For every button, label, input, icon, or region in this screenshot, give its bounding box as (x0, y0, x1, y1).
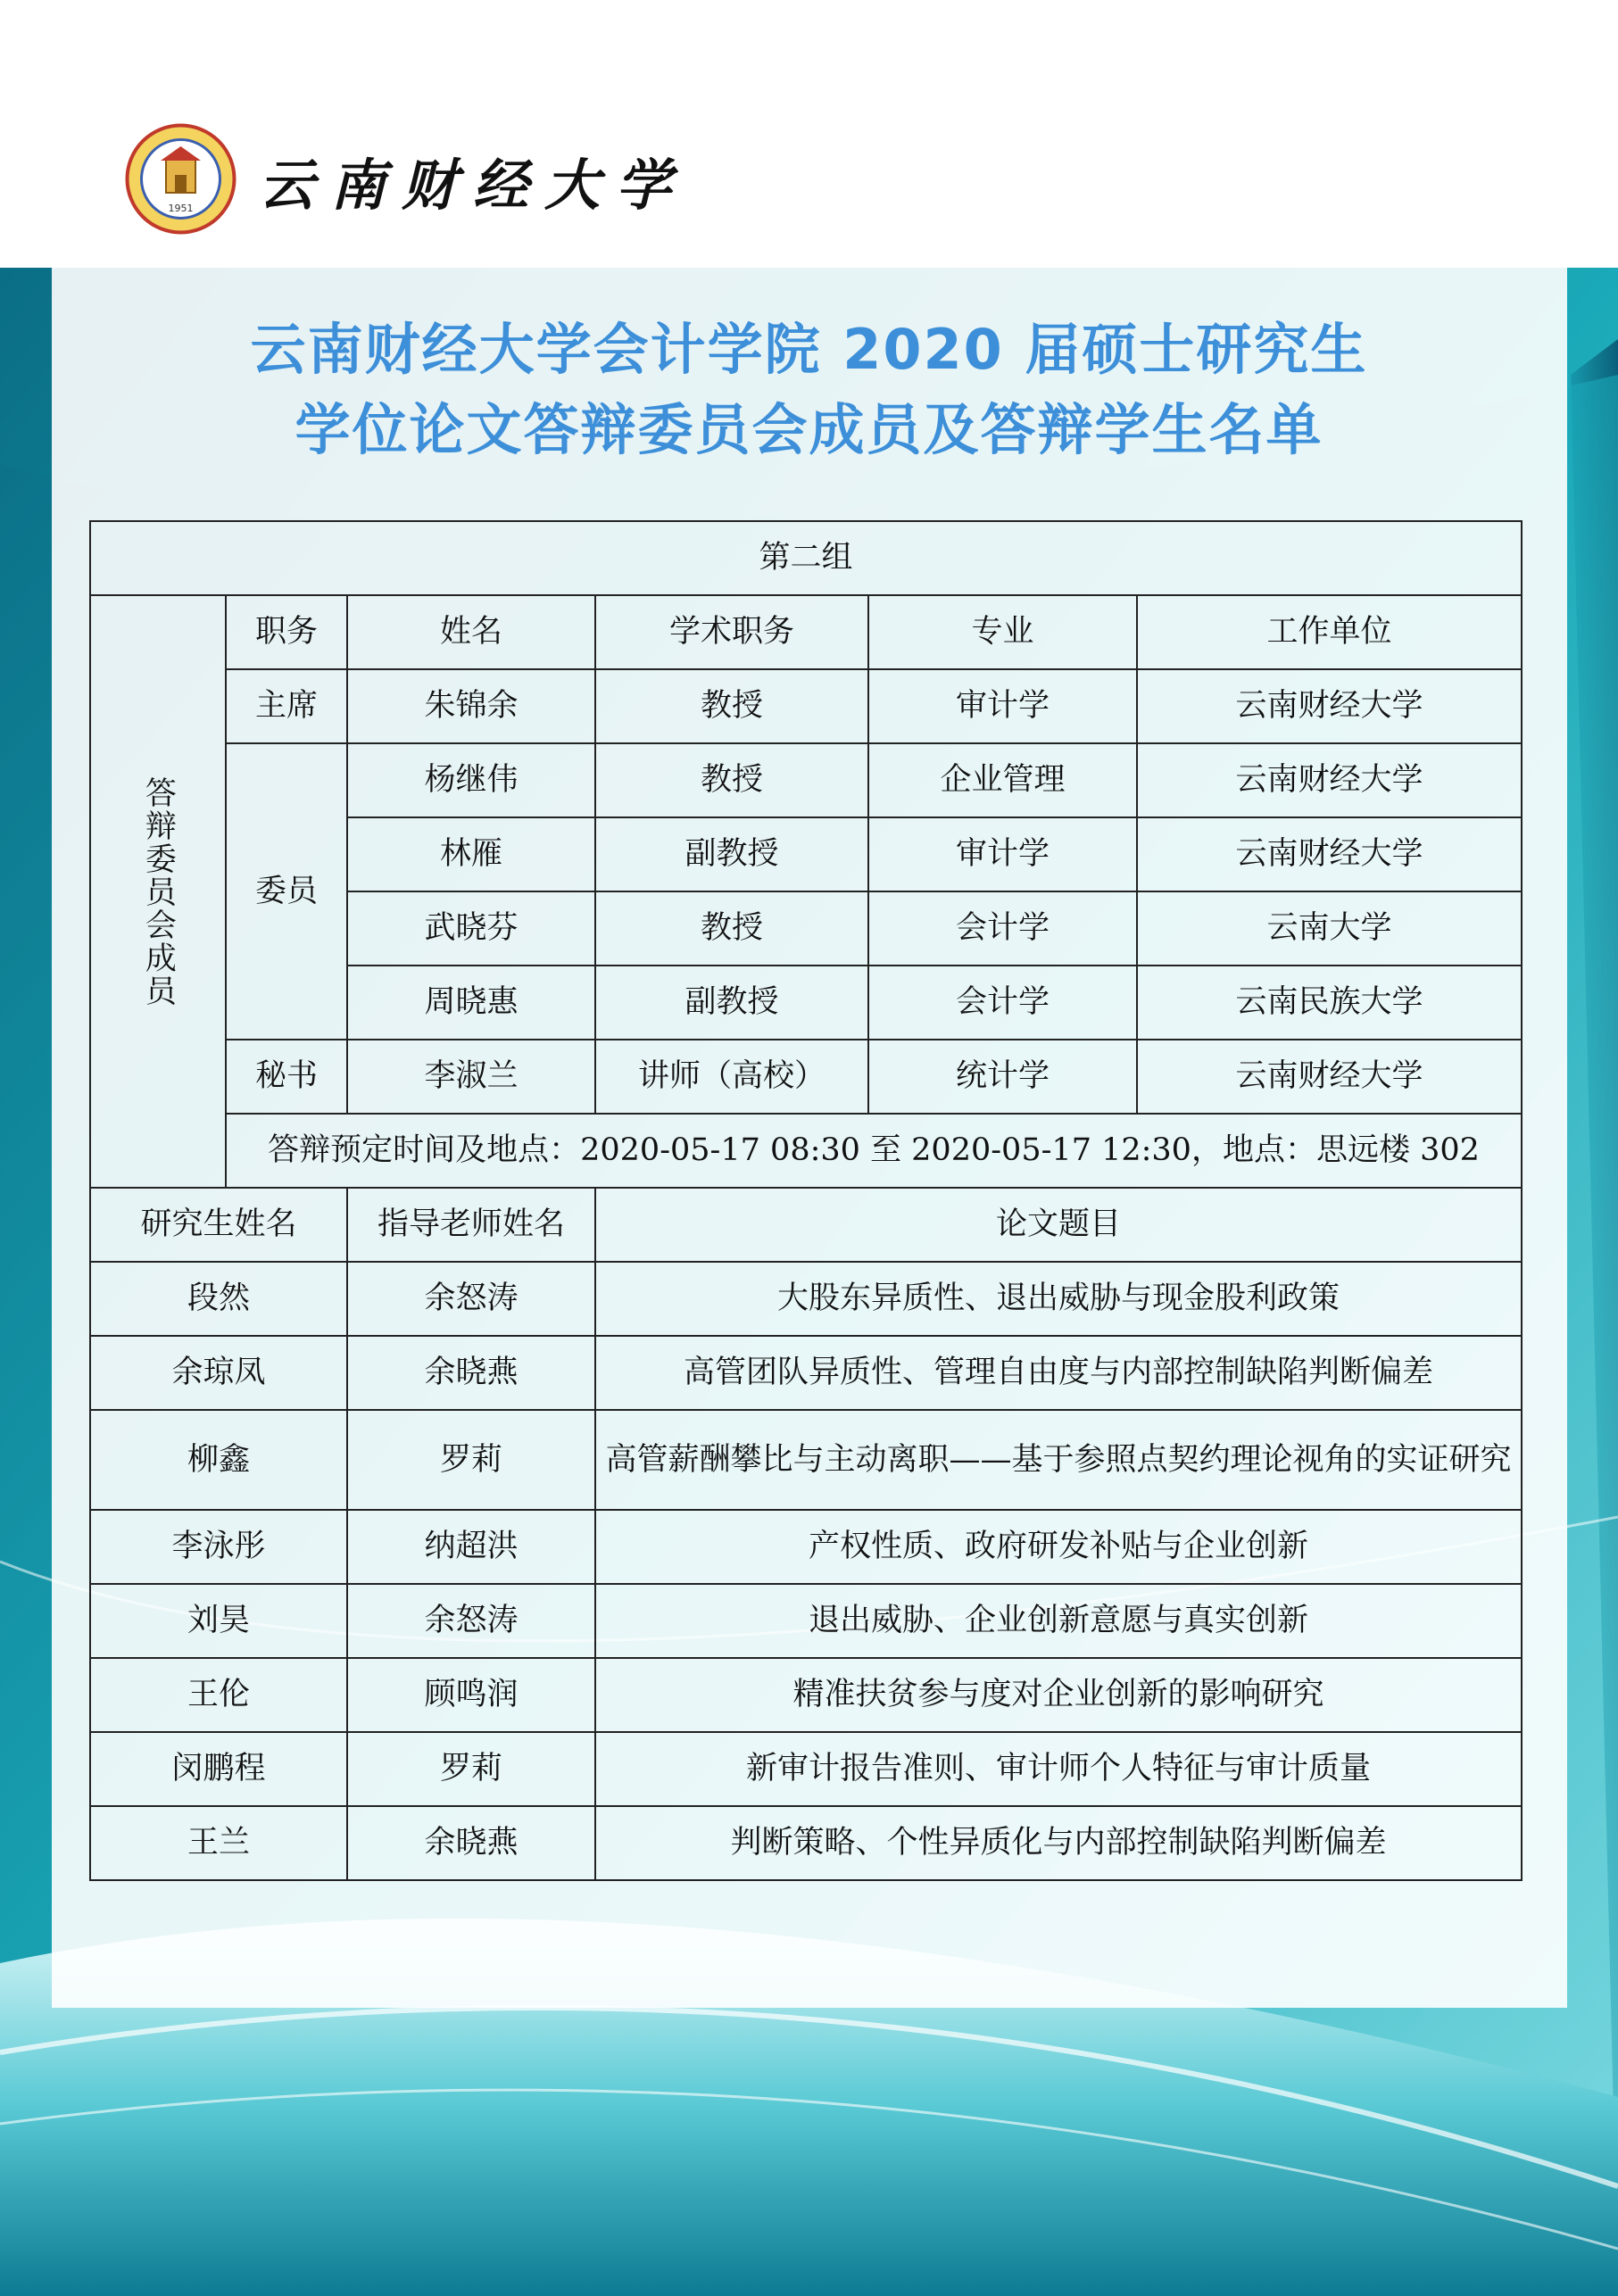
role-secretary: 秘书 (226, 1040, 347, 1114)
student-row (90, 1732, 1522, 1806)
header-major: 专业 (868, 595, 1137, 669)
thesis-title: 大股东异质性、退出威胁与现金股利政策 (595, 1262, 1522, 1336)
committee-major: 会计学 (868, 891, 1137, 966)
advisor-name: 顾鸣润 (347, 1658, 595, 1732)
student-row (90, 1336, 1522, 1410)
advisor-name: 余怒涛 (347, 1262, 595, 1336)
committee-unit: 云南财经大学 (1137, 743, 1522, 817)
student-name: 余琼凤 (90, 1336, 347, 1410)
role-member: 委员 (226, 743, 347, 1040)
student-header-row (90, 1188, 1522, 1262)
student-row (90, 1410, 1522, 1510)
committee-label: 答辩委员会成员 (90, 595, 226, 1188)
committee-title: 教授 (595, 891, 868, 966)
header-name: 姓名 (347, 595, 595, 669)
committee-name: 武晓芬 (347, 891, 595, 966)
committee-name: 林雁 (347, 817, 595, 891)
student-name: 王伦 (90, 1658, 347, 1732)
committee-title: 副教授 (595, 817, 868, 891)
thesis-title: 高管薪酬攀比与主动离职——基于参照点契约理论视角的实证研究 (595, 1410, 1522, 1510)
student-name: 刘昊 (90, 1584, 347, 1658)
thesis-title: 新审计报告准则、审计师个人特征与审计质量 (595, 1732, 1522, 1806)
student-name: 柳鑫 (90, 1410, 347, 1510)
schedule-row (90, 1114, 1522, 1188)
university-seal-logo (125, 123, 236, 235)
header-unit: 工作单位 (1137, 595, 1522, 669)
advisor-name: 纳超洪 (347, 1510, 595, 1584)
header-role: 职务 (226, 595, 347, 669)
committee-title: 讲师（高校） (595, 1040, 868, 1114)
advisor-name: 余怒涛 (347, 1584, 595, 1658)
committee-row (90, 743, 1522, 817)
committee-row (90, 1040, 1522, 1114)
student-row (90, 1806, 1522, 1880)
committee-unit: 云南民族大学 (1137, 966, 1522, 1040)
advisor-name: 罗莉 (347, 1410, 595, 1510)
role-chair: 主席 (226, 669, 347, 743)
header-white-area (0, 0, 1618, 268)
header-thesis-title: 论文题目 (595, 1188, 1522, 1262)
page-title-line2: 学位论文答辩委员会成员及答辩学生名单 (295, 397, 1323, 462)
university-name: 云南财经大学 (259, 153, 688, 218)
student-row (90, 1658, 1522, 1732)
header-academic-title: 学术职务 (595, 595, 868, 669)
thesis-title: 判断策略、个性异质化与内部控制缺陷判断偏差 (595, 1806, 1522, 1880)
advisor-name: 余晓燕 (347, 1336, 595, 1410)
header-student-name: 研究生姓名 (90, 1188, 347, 1262)
committee-major: 会计学 (868, 966, 1137, 1040)
committee-title: 教授 (595, 743, 868, 817)
committee-title: 教授 (595, 669, 868, 743)
student-row (90, 1584, 1522, 1658)
thesis-title: 高管团队异质性、管理自由度与内部控制缺陷判断偏差 (595, 1336, 1522, 1410)
committee-unit: 云南财经大学 (1137, 817, 1522, 891)
committee-unit: 云南财经大学 (1137, 1040, 1522, 1114)
group-row (90, 521, 1522, 595)
committee-major: 统计学 (868, 1040, 1137, 1114)
advisor-name: 罗莉 (347, 1732, 595, 1806)
thesis-title: 产权性质、政府研发补贴与企业创新 (595, 1510, 1522, 1584)
defense-roster-table (89, 520, 1523, 1881)
committee-name: 周晓惠 (347, 966, 595, 1040)
student-name: 李泳彤 (90, 1510, 347, 1584)
committee-name: 李淑兰 (347, 1040, 595, 1114)
header-advisor-name: 指导老师姓名 (347, 1188, 595, 1262)
committee-major: 企业管理 (868, 743, 1137, 817)
committee-header-row (90, 595, 1522, 669)
committee-major: 审计学 (868, 817, 1137, 891)
advisor-name: 余晓燕 (347, 1806, 595, 1880)
svg-text:1951: 1951 (168, 203, 194, 214)
schedule-text: 答辩预定时间及地点：2020-05-17 08:30 至 2020-05-17 12:30，地点：思远楼 302 (226, 1114, 1522, 1188)
committee-row (90, 669, 1522, 743)
student-name: 段然 (90, 1262, 347, 1336)
committee-title: 副教授 (595, 966, 868, 1040)
committee-major: 审计学 (868, 669, 1137, 743)
committee-unit: 云南大学 (1137, 891, 1522, 966)
committee-name: 朱锦余 (347, 669, 595, 743)
student-row (90, 1262, 1522, 1336)
committee-unit: 云南财经大学 (1137, 669, 1522, 743)
committee-name: 杨继伟 (347, 743, 595, 817)
page-title-line1: 云南财经大学会计学院 2020 届硕士研究生 (250, 317, 1368, 382)
group-title: 第二组 (90, 521, 1522, 595)
student-name: 王兰 (90, 1806, 347, 1880)
student-name: 闵鹏程 (90, 1732, 347, 1806)
student-row (90, 1510, 1522, 1584)
thesis-title: 退出威胁、企业创新意愿与真实创新 (595, 1584, 1522, 1658)
thesis-title: 精准扶贫参与度对企业创新的影响研究 (595, 1658, 1522, 1732)
